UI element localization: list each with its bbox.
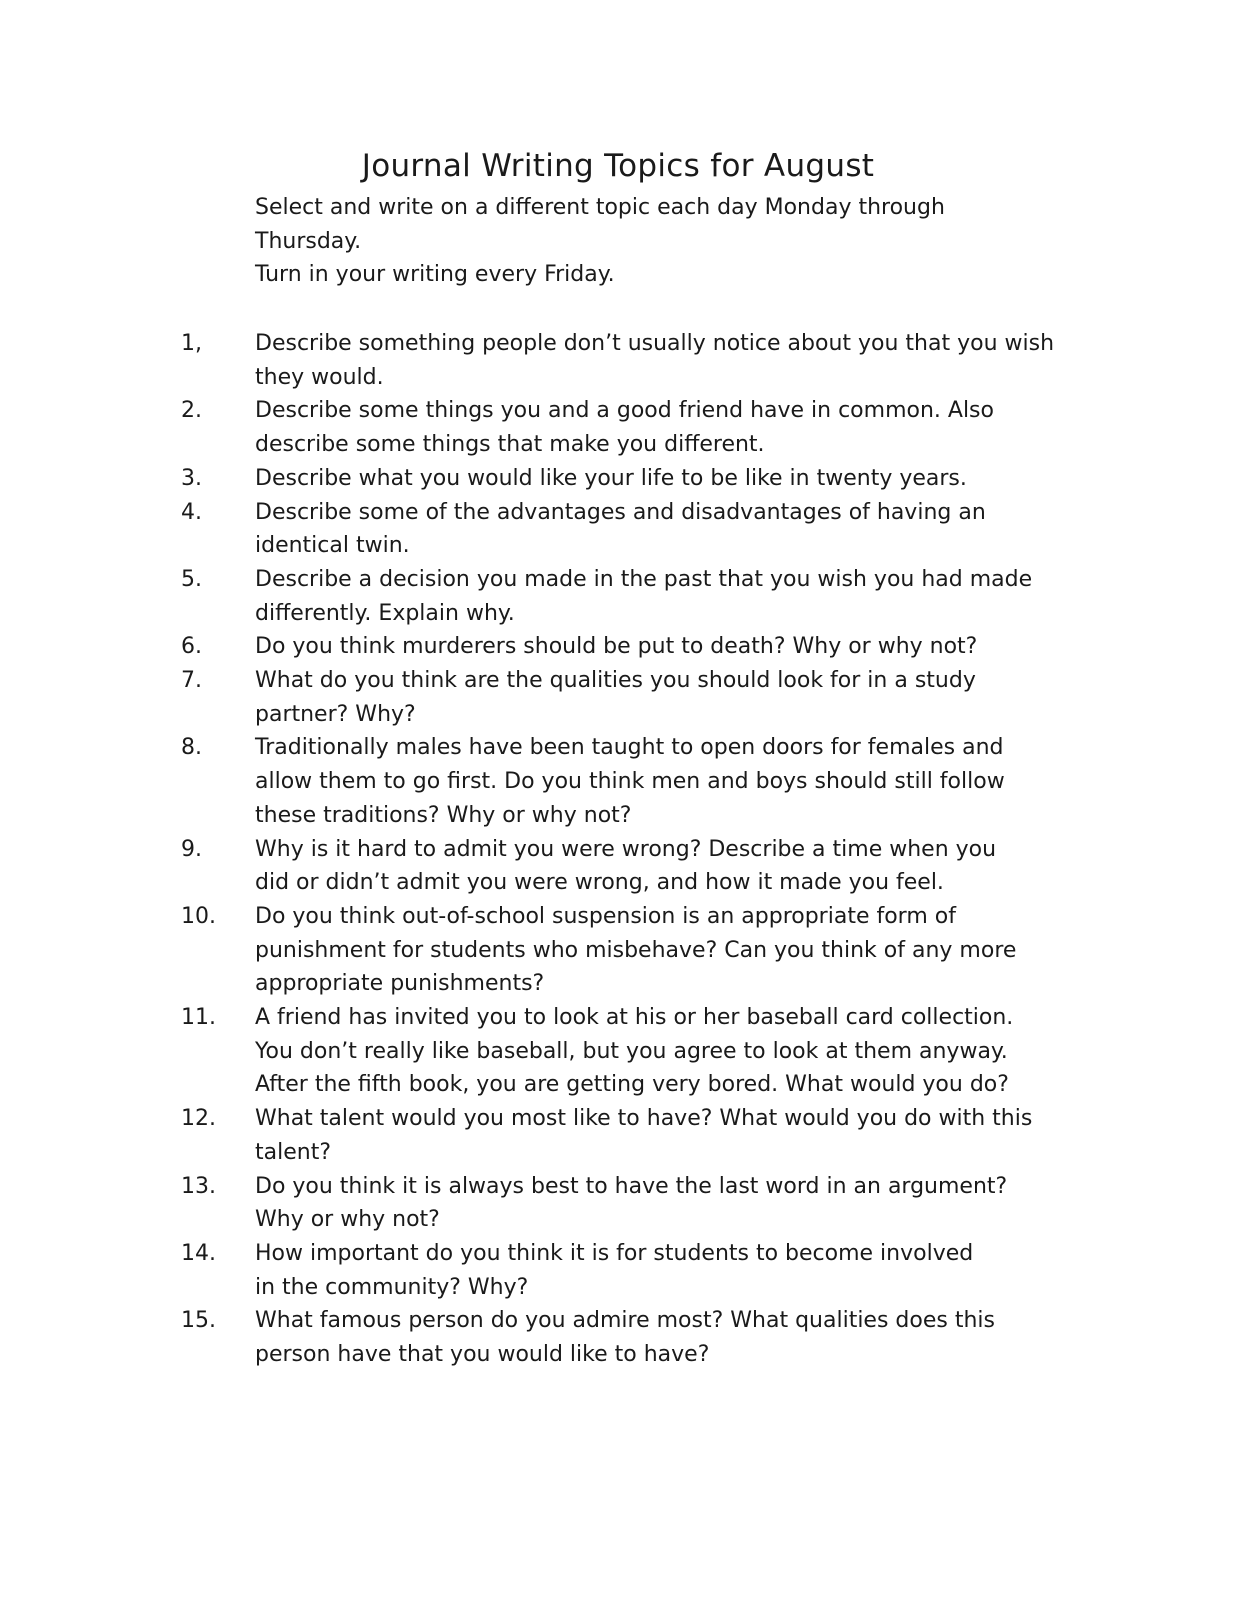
topic-text: Do you think it is always best to have the last word in an argument? Why or why not? (255, 1173, 1008, 1233)
topic-number: 4. (181, 499, 202, 525)
topic-text: How important do you think it is for students to become involved in the community? Why? (255, 1240, 974, 1300)
topic-number: 3. (181, 465, 202, 491)
topic-text: Do you think murderers should be put to death? Why or why not? (255, 634, 978, 660)
instructions (255, 191, 1015, 292)
instruction-line: Turn in your writing every Friday. (255, 262, 615, 288)
topic-number: 1, (181, 331, 202, 356)
topic-item (0, 900, 1236, 1001)
topic-number: 12. (181, 1106, 216, 1132)
topic-number: 11. (181, 1005, 216, 1031)
topic-text: A friend has invited you to look at his or her baseball card collection. You don’t really like baseball, but you agree to look at them anyway. After the fifth book, you are getting very bored. What would you do? (255, 1005, 1014, 1098)
topic-number: 13. (181, 1173, 216, 1199)
topic-number: 7. (181, 668, 202, 694)
topic-item (0, 833, 1236, 900)
topic-number: 9. (181, 836, 202, 862)
topic-text: Describe what you would like your life to be like in twenty years. (255, 465, 967, 491)
topic-item (0, 1304, 1236, 1371)
topic-text: Do you think out-of-school suspension is an appropriate form of punishment for students who misbehave? Can you think of any more appropriate punishments? (255, 903, 1017, 997)
instruction-line: Select and write on a different topic each day Monday through Thursday. (255, 195, 945, 254)
topic-text: Describe some of the advantages and disadvantages of having an identical twin. (255, 499, 986, 559)
topic-item (0, 462, 1236, 496)
topic-text: What famous person do you admire most? What qualities does this person have that you would like to have? (255, 1308, 995, 1368)
topic-list (0, 327, 1236, 1372)
topic-number: 8. (181, 735, 202, 761)
topic-text: What talent would you most like to have? What would you do with this talent? (255, 1106, 1033, 1165)
page-title: Journal Writing Topics for August (361, 148, 875, 184)
topic-number: 2. (181, 398, 202, 424)
topic-item (0, 630, 1236, 664)
topic-text: Describe something people don’t usually notice about you that you wish they would. (255, 331, 1055, 390)
topic-item (0, 394, 1236, 461)
topic-text: Why is it hard to admit you were wrong? Describe a time when you did or didn’t admit you were wrong, and how it made you feel. (255, 836, 997, 896)
topic-item (0, 1170, 1236, 1237)
topic-item (0, 496, 1236, 563)
topic-number: 10. (181, 903, 216, 929)
topic-text: Traditionally males have been taught to open doors for females and allow them to go first. Do you think men and boys should still follow these traditions? Why or why not? (255, 735, 1005, 828)
topic-text: What do you think are the qualities you should look for in a study partner? Why? (255, 668, 976, 727)
topic-item (0, 563, 1236, 630)
topic-item (0, 664, 1236, 731)
topic-text: Describe a decision you made in the past that you wish you had made differently. Explain why. (255, 566, 1033, 626)
topic-number: 5. (181, 566, 202, 592)
topic-item (0, 1102, 1236, 1169)
topic-item (0, 1001, 1236, 1102)
topic-text: Describe some things you and a good friend have in common. Also describe some things that make you different. (255, 398, 994, 458)
topic-item (0, 327, 1236, 394)
topic-number: 14. (181, 1240, 216, 1266)
topic-item (0, 731, 1236, 832)
topic-item (0, 1237, 1236, 1304)
topic-number: 6. (181, 634, 202, 660)
topic-number: 15. (181, 1308, 216, 1334)
